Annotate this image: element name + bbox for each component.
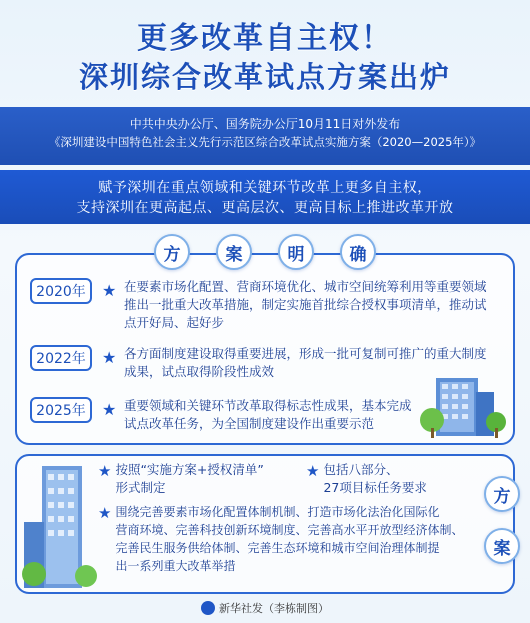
text-line: 各方面制度建设取得重要进展，形成一批可复制可推广的重大制度 xyxy=(124,346,487,361)
star-icon: ★ xyxy=(306,462,320,480)
release-banner xyxy=(0,107,530,165)
release-line-2: 《深圳建设中国特色社会主义先行示范区综合改革试点实施方案（2020—2025年）》 xyxy=(48,135,482,149)
text-line: 试点改革任务，为全国制度建设作出重要示范 xyxy=(124,416,375,431)
text-line: 点开好局、起好步 xyxy=(124,315,225,330)
summary-line-1: 赋予深圳在重点领域和关键环节改革上更多自主权， xyxy=(98,180,432,196)
summary-banner xyxy=(0,170,530,224)
year-badge: 2022年 xyxy=(30,345,92,371)
summary-line-2: 支持深圳在更高起点、更高层次、更高目标上推进改革开放 xyxy=(76,200,454,216)
text-line: 在要素市场化配置、营商环境优化、城市空间统筹利用等重要领域 xyxy=(124,279,487,294)
text-line: 成果，试点取得阶段性成效 xyxy=(124,364,275,379)
plan-point-scope xyxy=(306,461,427,497)
heading-char: 案 xyxy=(484,528,520,564)
text-line: 包括八部分、 xyxy=(323,462,399,477)
plan-point-text xyxy=(115,461,263,497)
heading-char: 确 xyxy=(340,234,376,270)
credit-line xyxy=(0,600,530,616)
release-line-1: 中共中央办公厅、国务院办公厅10月11日对外发布 xyxy=(129,117,401,131)
timeline-item-2020 xyxy=(30,278,487,332)
heading-char: 案 xyxy=(216,234,252,270)
year-badge: 2020年 xyxy=(30,278,92,304)
building-illustration xyxy=(418,370,510,440)
plan-point-format xyxy=(98,461,264,497)
plan-heading xyxy=(484,476,520,564)
text-line: 27项目标任务要求 xyxy=(323,480,427,495)
heading-char: 方 xyxy=(484,476,520,512)
text-line: 形式制定 xyxy=(115,480,166,495)
timeline-text xyxy=(124,278,487,332)
star-icon: ★ xyxy=(102,400,117,419)
text-line: 出一系列重大改革举措 xyxy=(115,559,236,573)
heading-char: 方 xyxy=(154,234,190,270)
headline xyxy=(0,20,530,96)
text-line: 围绕完善要素市场化配置体制机制、打造市场化法治化国际化 xyxy=(115,505,440,519)
timeline-text xyxy=(124,397,412,433)
plan-point-measures xyxy=(98,503,463,575)
star-icon: ★ xyxy=(98,462,112,480)
year-badge: 2025年 xyxy=(30,397,92,423)
heading-char: 明 xyxy=(278,234,314,270)
text-line: 完善民生服务供给体制、完善生态环境和城市空间治理体制提 xyxy=(115,541,440,555)
text-line: 按照“实施方案+授权清单” xyxy=(115,462,264,477)
timeline-item-2025 xyxy=(30,397,412,433)
star-icon: ★ xyxy=(98,504,112,522)
credit-text: 新华社发（李栋制图） xyxy=(219,602,329,615)
building-illustration xyxy=(22,462,98,592)
timeline-heading xyxy=(0,234,530,270)
star-icon: ★ xyxy=(102,348,117,367)
headline-line-2: 深圳综合改革试点方案出炉 xyxy=(78,60,451,94)
plan-point-text xyxy=(115,503,463,575)
xinhua-logo-icon xyxy=(201,601,215,615)
text-line: 营商环境、完善科技创新环境制度、完善高水平开放型经济体制、 xyxy=(115,523,464,537)
text-line: 推出一批重大改革措施，制定实施首批综合授权事项清单，推动试 xyxy=(124,297,487,312)
headline-line-1: 更多改革自主权！ xyxy=(137,21,393,56)
star-icon: ★ xyxy=(102,281,117,300)
text-line: 重要领域和关键环节改革取得标志性成果，基本完成 xyxy=(124,398,412,413)
plan-point-text xyxy=(323,461,426,497)
